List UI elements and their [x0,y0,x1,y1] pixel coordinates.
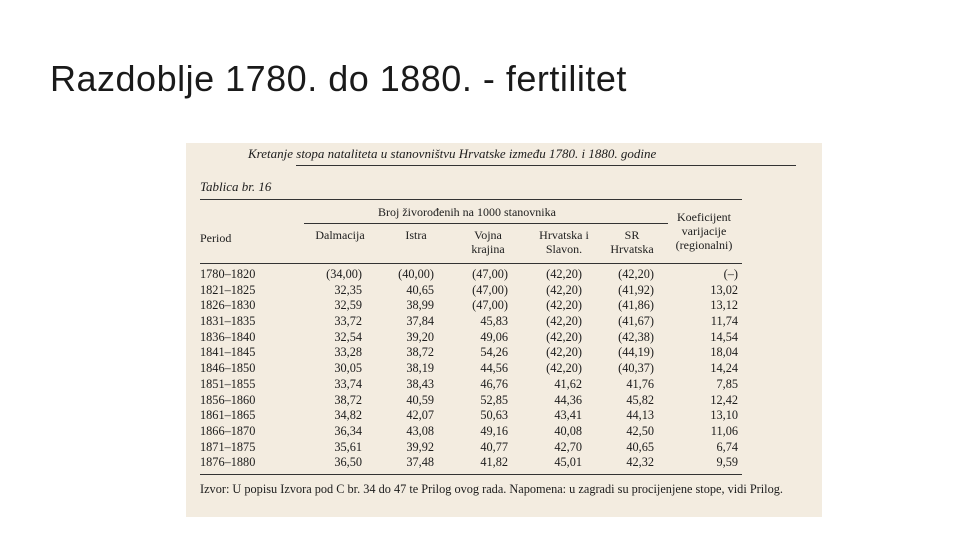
header-vojna-line1: Vojna [474,228,502,242]
cell-dalmacija: 30,05 [334,361,362,376]
table-row [186,455,822,471]
table-row [186,440,822,456]
cell-vojna: 46,76 [480,376,508,391]
cell-period: 1871–1875 [200,439,256,454]
cell-vojna: 41,82 [480,455,508,470]
cell-koef: 14,54 [710,329,738,344]
cell-koef: 18,04 [710,345,738,360]
cell-period: 1851–1855 [200,376,256,391]
cell-koef: 13,02 [710,282,738,297]
cell-vojna: 49,06 [480,329,508,344]
header-koef [676,210,733,252]
cell-istra: 37,48 [406,455,434,470]
header-sr-line2: Hrvatska [610,242,654,256]
group-header: Broj živorođenih na 1000 stanovnika [378,205,556,219]
header-koef-line2: varijacije [681,224,727,238]
header-period: Period [200,231,232,245]
table-row [186,298,822,314]
table-row [186,314,822,330]
cell-hrvatska: 40,08 [554,423,582,438]
cell-hrvatska: (42,20) [546,267,582,281]
cell-istra: 39,92 [406,439,434,454]
header-bottom-rule [200,263,742,264]
cell-istra: 38,99 [406,298,434,313]
table-row [186,377,822,393]
cell-dalmacija: 35,61 [334,439,362,454]
cell-dalmacija: 36,50 [334,455,362,470]
cell-dalmacija: 32,59 [334,298,362,313]
cell-sr: 44,13 [626,408,654,423]
table-row [186,283,822,299]
cell-istra: 38,72 [406,345,434,360]
cell-sr: (41,92) [618,282,654,297]
cell-koef: 9,59 [716,455,738,470]
table-row [186,330,822,346]
cell-sr: 42,32 [626,455,654,470]
header-sr-line1: SR [624,228,640,242]
cell-hrvatska: 42,70 [554,439,582,454]
cell-vojna: (47,00) [472,298,508,313]
cell-hrvatska: (42,20) [546,345,582,360]
cell-period: 1861–1865 [200,408,256,423]
cell-koef: 13,10 [710,408,738,423]
cell-sr: (40,37) [618,361,654,376]
cell-sr: 42,50 [626,423,654,438]
header-top-rule [200,199,742,200]
table-row [186,424,822,440]
cell-vojna: (47,00) [472,267,508,281]
source-note: Izvor: U popisu Izvora pod C br. 34 do 47 te Prilog ovog rada. Napomena: u zagradi su procijenjene stope, vidi Prilog. [200,482,783,496]
cell-dalmacija: 32,54 [334,329,362,344]
cell-vojna: 45,83 [480,314,508,329]
header-vojna [471,228,504,256]
cell-koef: 6,74 [716,439,738,454]
cell-sr: (44,19) [618,345,654,360]
table-row [186,361,822,377]
cell-sr: 45,82 [626,392,654,407]
cell-period: 1826–1830 [200,298,256,313]
cell-istra: 42,07 [406,408,434,423]
cell-istra: 39,20 [406,329,434,344]
cell-istra: (40,00) [398,267,434,281]
cell-period: 1836–1840 [200,329,256,344]
cell-vojna: (47,00) [472,282,508,297]
cell-hrvatska: (42,20) [546,298,582,313]
cell-koef: 14,24 [710,361,738,376]
cell-hrvatska: 45,01 [554,455,582,470]
header-dalmacija: Dalmacija [315,228,365,242]
header-hrvatska-line2: Slavon. [545,242,583,256]
cell-dalmacija: 34,82 [334,408,362,423]
cell-dalmacija: 38,72 [334,392,362,407]
table-row [186,408,822,424]
cell-koef: 11,74 [710,314,738,329]
cell-sr: (41,86) [618,298,654,313]
header-vojna-line2: krajina [471,242,505,256]
cell-dalmacija: 36,34 [334,423,362,438]
cell-period: 1841–1845 [200,345,256,360]
cell-period: 1856–1860 [200,392,256,407]
table-caption: Kretanje stopa nataliteta u stanovništvu Hrvatske između 1780. i 1880. godine [248,146,657,161]
cell-period: 1846–1850 [200,361,256,376]
table-number: Tablica br. 16 [200,179,272,194]
cell-istra: 40,59 [406,392,434,407]
header-hrvatska [539,228,589,256]
header-hrvatska-line1: Hrvatska i [539,228,589,242]
cell-vojna: 52,85 [480,392,508,407]
cell-sr: (42,20) [618,267,654,281]
header-sr [610,228,653,256]
cell-istra: 40,65 [406,282,434,297]
cell-koef: 13,12 [710,298,738,313]
cell-hrvatska: (42,20) [546,361,582,376]
cell-vojna: 54,26 [480,345,508,360]
cell-istra: 38,19 [406,361,434,376]
cell-koef: 12,42 [710,392,738,407]
cell-sr: 41,76 [626,376,654,391]
cell-vojna: 40,77 [480,439,508,454]
group-rule [304,223,668,224]
table-row [186,393,822,409]
cell-period: 1821–1825 [200,282,256,297]
table-body [186,267,822,471]
cell-dalmacija: 33,28 [334,345,362,360]
cell-hrvatska: 43,41 [554,408,582,423]
cell-dalmacija: 33,74 [334,376,362,391]
cell-dalmacija: 33,72 [334,314,362,329]
table-row [186,345,822,361]
cell-vojna: 50,63 [480,408,508,423]
cell-koef: (–) [723,267,738,281]
cell-hrvatska: (42,20) [546,282,582,297]
cell-sr: 40,65 [626,439,654,454]
header-koef-line3: (regionalni) [675,238,733,252]
cell-hrvatska: 44,36 [554,392,582,407]
cell-hrvatska: (42,20) [546,329,582,344]
table-row [186,267,822,283]
cell-koef: 11,06 [710,423,738,438]
cell-istra: 37,84 [406,314,434,329]
top-rule [296,165,796,166]
cell-hrvatska: 41,62 [554,376,582,391]
cell-period: 1866–1870 [200,423,256,438]
cell-istra: 43,08 [406,423,434,438]
header-koef-line1: Koeficijent [677,210,731,224]
slide-title: Razdoblje 1780. do 1880. - fertilitet [50,58,627,99]
cell-koef: 7,85 [716,376,738,391]
bottom-rule [200,474,742,475]
cell-vojna: 49,16 [480,423,508,438]
cell-period: 1831–1835 [200,314,256,329]
cell-period: 1780–1820 [200,267,256,281]
cell-istra: 38,43 [406,376,434,391]
cell-sr: (42,38) [618,329,654,344]
cell-hrvatska: (42,20) [546,314,582,329]
cell-period: 1876–1880 [200,455,256,470]
header-istra: Istra [405,228,427,242]
scanned-table-image [186,143,822,517]
cell-sr: (41,67) [618,314,654,329]
cell-vojna: 44,56 [480,361,508,376]
cell-dalmacija: 32,35 [334,282,362,297]
cell-dalmacija: (34,00) [326,267,362,281]
